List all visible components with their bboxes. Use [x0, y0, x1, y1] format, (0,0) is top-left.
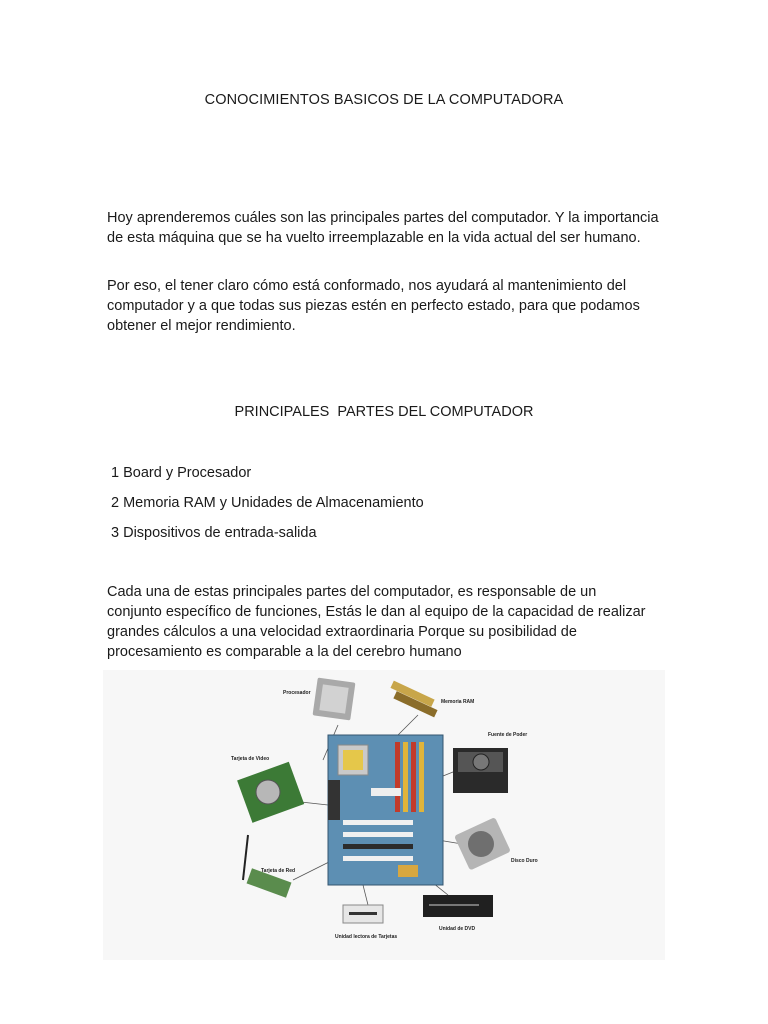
- power-supply-image: [453, 732, 527, 793]
- motherboard-image: [328, 735, 443, 885]
- list-item: 1 Board y Procesador: [111, 465, 252, 481]
- hard-drive-image: [454, 817, 538, 870]
- document-title: CONOCIMIENTOS BASICOS DE LA COMPUTADORA: [204, 92, 564, 108]
- dvd-drive-image: [423, 895, 493, 932]
- label-red: Tarjeta de Red: [261, 868, 296, 874]
- label-video: Tarjeta de Video: [231, 756, 270, 762]
- video-card-image: [231, 756, 304, 823]
- intro-paragraph-1: Hoy aprenderemos cuáles son las principales partes del computador. Y la importancia de esta máquina que se ha vuelto irreemplazable en la vida actual del ser humano.: [107, 210, 659, 246]
- label-fuente: Fuente de Poder: [488, 732, 528, 738]
- card-reader-image: [335, 905, 397, 940]
- label-dvd: Unidad de DVD: [439, 926, 476, 932]
- label-disco: Disco Duro: [511, 858, 538, 864]
- parts-list: [111, 462, 424, 552]
- label-lector: Unidad lectora de Tarjetas: [335, 934, 398, 940]
- label-memoria: Memoria RAM: [441, 699, 475, 705]
- list-item: 2 Memoria RAM y Unidades de Almacenamiento: [111, 495, 424, 511]
- label-procesador: Procesador: [283, 690, 311, 696]
- intro-paragraph-2: Por eso, el tener claro cómo está conformado, nos ayudará al mantenimiento del computador y a que todas sus piezas estén en perfecto estado, para que podamos obtener el mejor rendimiento.: [107, 278, 640, 334]
- list-item: 3 Dispositivos de entrada-salida: [111, 525, 317, 541]
- section-subtitle: PRINCIPALES PARTES DEL COMPUTADOR: [234, 404, 534, 420]
- computer-parts-figure: [103, 670, 665, 960]
- network-card-image: [243, 835, 295, 898]
- body-paragraph: Cada una de estas principales partes del computador, es responsable de un conjunto específico de funciones, Estás le dan al equipo de la capacidad de realizar grandes cálculos a una velocidad extraordinaria Porque su posibilidad de procesamiento es comparable a la del cerebro humano: [107, 584, 646, 660]
- ram-image: [390, 681, 474, 718]
- processor-image: [283, 678, 355, 721]
